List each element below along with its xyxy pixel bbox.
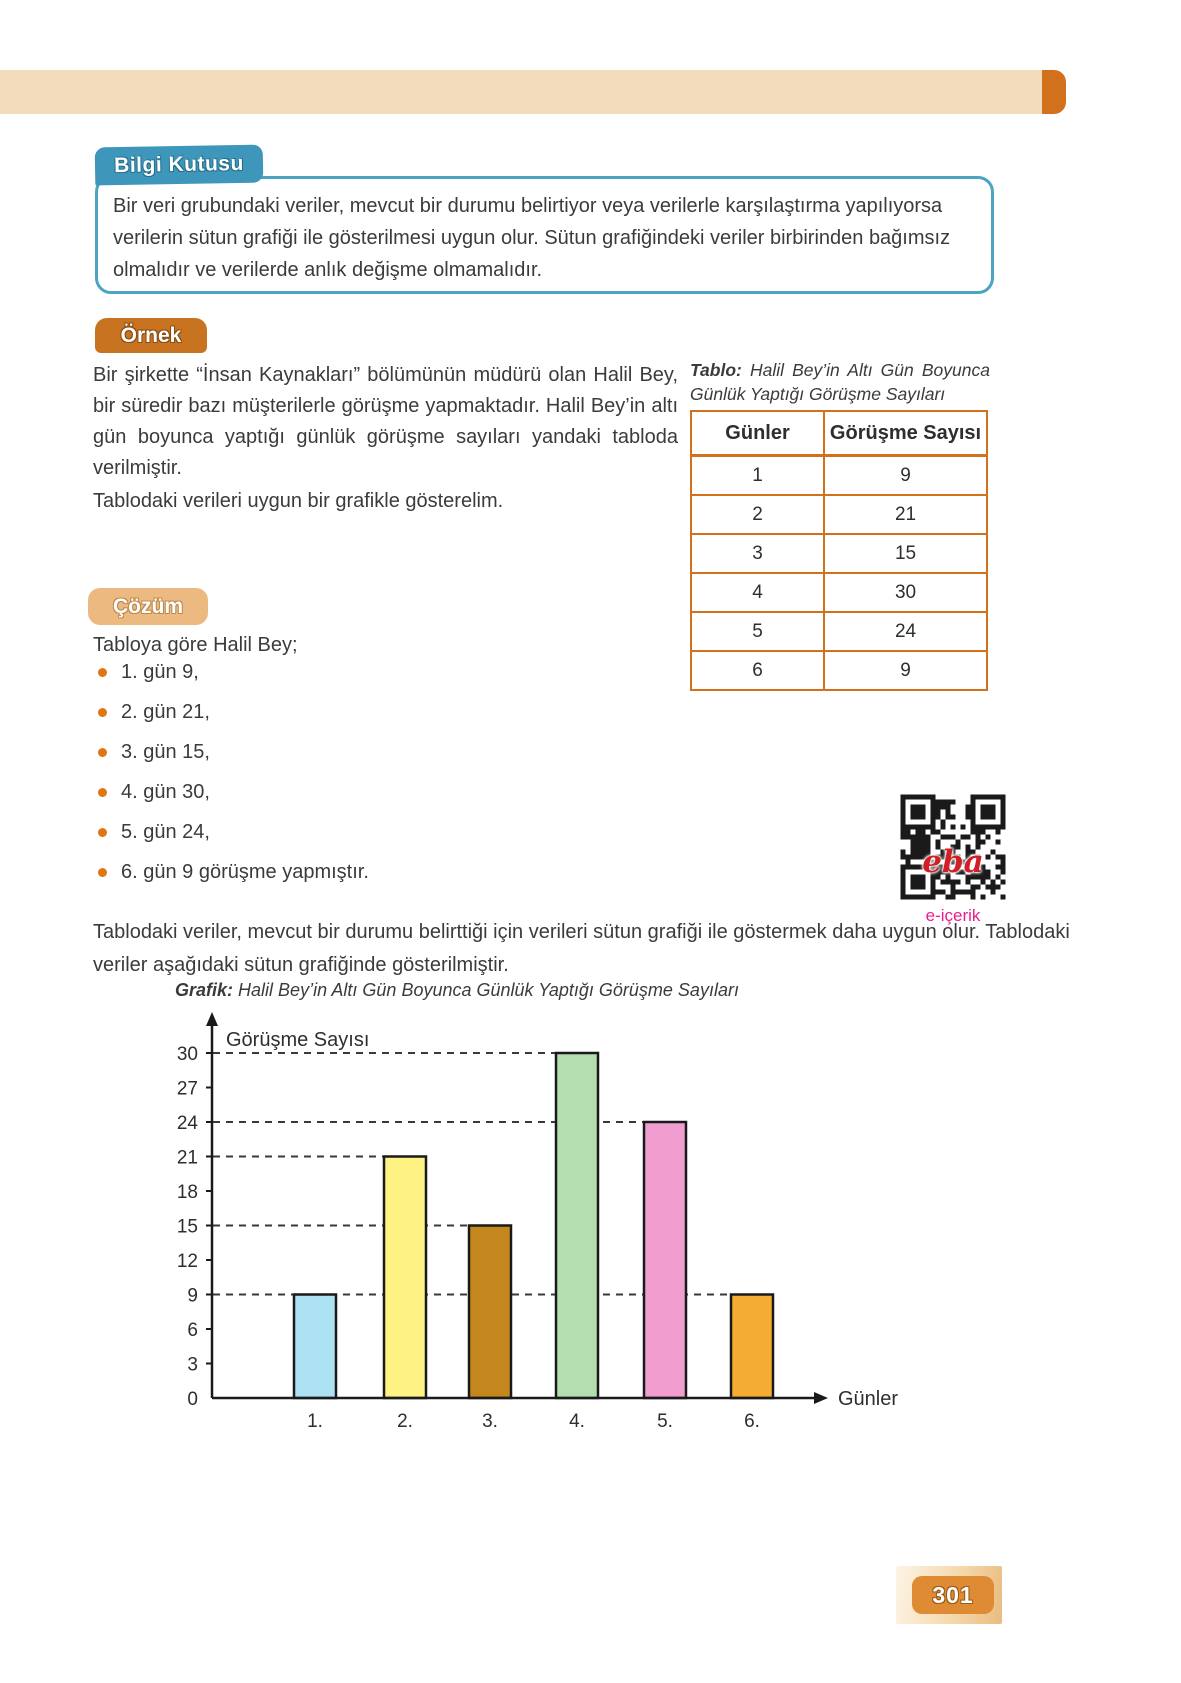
page-number-badge xyxy=(912,1576,994,1614)
data-table xyxy=(690,410,988,691)
list-item-text: 6. gün 9 görüşme yapmıştır. xyxy=(121,861,369,883)
table-caption-text: Halil Bey’in Altı Gün Boyunca Günlük Yaptığı Görüşme Sayıları xyxy=(690,360,990,404)
svg-text:24: 24 xyxy=(176,1113,198,1134)
svg-text:30: 30 xyxy=(176,1044,198,1065)
table-caption xyxy=(690,358,990,406)
svg-text:3: 3 xyxy=(187,1354,198,1376)
chart-caption-label: Grafik: xyxy=(175,980,234,1000)
list-item xyxy=(98,860,683,884)
bullet-icon xyxy=(98,788,107,797)
table-header-meetings: Görüşme Sayısı xyxy=(824,411,987,456)
svg-text:18: 18 xyxy=(176,1182,198,1203)
table-cell: 6 xyxy=(691,651,824,690)
table-cell: 1 xyxy=(691,456,824,496)
table-row xyxy=(691,612,987,651)
svg-text:Günler: Günler xyxy=(838,1388,899,1410)
list-item xyxy=(98,660,683,684)
table-cell: 2 xyxy=(691,495,824,534)
svg-text:21: 21 xyxy=(176,1147,198,1169)
table-row xyxy=(691,495,987,534)
table-row xyxy=(691,456,987,496)
bullet-icon xyxy=(98,748,107,757)
qr-block xyxy=(898,792,1008,926)
list-item-text: 3. gün 15, xyxy=(121,741,210,763)
top-decor-bar-cap xyxy=(1042,70,1066,114)
list-item xyxy=(98,740,683,764)
table-cell: 5 xyxy=(691,612,824,651)
svg-text:6: 6 xyxy=(187,1320,198,1341)
table-row xyxy=(691,651,987,690)
table-cell: 21 xyxy=(824,495,987,534)
table-cell: 9 xyxy=(824,651,987,690)
svg-text:6.: 6. xyxy=(744,1411,760,1432)
list-item-text: 1. gün 9, xyxy=(121,661,199,683)
list-item xyxy=(98,780,683,804)
solution-conclusion: Tablodaki veriler, mevcut bir durumu belirttiği için verileri sütun grafiği ile göstermek daha uygun olur. Tablodaki veriler aşağıdaki sütun grafiğinde gösterilmiştir. xyxy=(93,921,1070,976)
chart-caption-text: Halil Bey’in Altı Gün Boyunca Günlük Yaptığı Görüşme Sayıları xyxy=(238,980,739,1000)
bullet-icon xyxy=(98,828,107,837)
qr-label: e-içerik xyxy=(925,906,981,925)
info-box-tab xyxy=(95,145,264,186)
table-caption-label: Tablo: xyxy=(690,360,742,380)
table-cell: 15 xyxy=(824,534,987,573)
table-cell: 3 xyxy=(691,534,824,573)
solution-badge-label: Çözüm xyxy=(113,594,183,618)
solution-bullet-list xyxy=(98,660,683,900)
example-badge xyxy=(95,318,207,353)
solution-badge xyxy=(88,588,208,625)
table-row xyxy=(691,534,987,573)
svg-text:3.: 3. xyxy=(482,1411,498,1432)
svg-text:Görüşme Sayısı: Görüşme Sayısı xyxy=(226,1029,370,1051)
top-decor-bar xyxy=(0,70,1046,114)
bar-chart xyxy=(90,1008,1020,1458)
list-item-text: 2. gün 21, xyxy=(121,701,210,723)
table-cell: 24 xyxy=(824,612,987,651)
solution-intro: Tabloya göre Halil Bey; xyxy=(93,634,298,656)
svg-text:15: 15 xyxy=(176,1216,198,1238)
page-number: 301 xyxy=(932,1581,974,1608)
svg-text:12: 12 xyxy=(176,1251,198,1272)
info-box-tab-label: Bilgi Kutusu xyxy=(113,151,245,178)
list-item xyxy=(98,820,683,844)
example-badge-label: Örnek xyxy=(120,323,182,347)
bar-chart-svg xyxy=(90,1008,1020,1458)
qr-code xyxy=(898,792,1008,902)
table-cell: 9 xyxy=(824,456,987,496)
bullet-icon xyxy=(98,708,107,717)
table-header-days: Günler xyxy=(691,411,824,456)
example-task-paragraph: Tablodaki verileri uygun bir grafikle gösterelim. xyxy=(93,490,504,512)
svg-text:9: 9 xyxy=(187,1285,198,1307)
table-cell: 4 xyxy=(691,573,824,612)
example-paragraph: Bir şirkette “İnsan Kaynakları” bölümünün müdürü olan Halil Bey, bir süredir bazı müşterilerle görüşme yapmaktadır. Halil Bey’in altı gün boyunca yaptığı günlük görüşme sayıları yandaki tabloda verilmiştir. xyxy=(93,364,678,479)
svg-text:4.: 4. xyxy=(569,1411,585,1432)
table-row xyxy=(691,573,987,612)
svg-text:27: 27 xyxy=(176,1078,198,1100)
chart-caption xyxy=(175,980,935,1001)
svg-text:2.: 2. xyxy=(397,1411,413,1432)
bullet-icon xyxy=(98,668,107,677)
eba-logo: eba xyxy=(922,844,984,880)
table-cell: 30 xyxy=(824,573,987,612)
svg-text:5.: 5. xyxy=(657,1411,673,1432)
list-item-text: 5. gün 24, xyxy=(121,821,210,843)
svg-text:0: 0 xyxy=(187,1389,198,1410)
info-box-text: Bir veri grubundaki veriler, mevcut bir durumu belirtiyor veya verilerle karşılaştırma yapılıyorsa verilerin sütun grafiği ile gösterilmesi uygun olur. Sütun grafiğindeki veriler birbirinden bağımsız olmalıdır ve verilerde anlık değişme olmamalıdır. xyxy=(113,195,951,281)
bullet-icon xyxy=(98,868,107,877)
list-item xyxy=(98,700,683,724)
table-header-row xyxy=(691,411,987,456)
list-item-text: 4. gün 30, xyxy=(121,781,210,803)
svg-text:1.: 1. xyxy=(307,1411,323,1432)
